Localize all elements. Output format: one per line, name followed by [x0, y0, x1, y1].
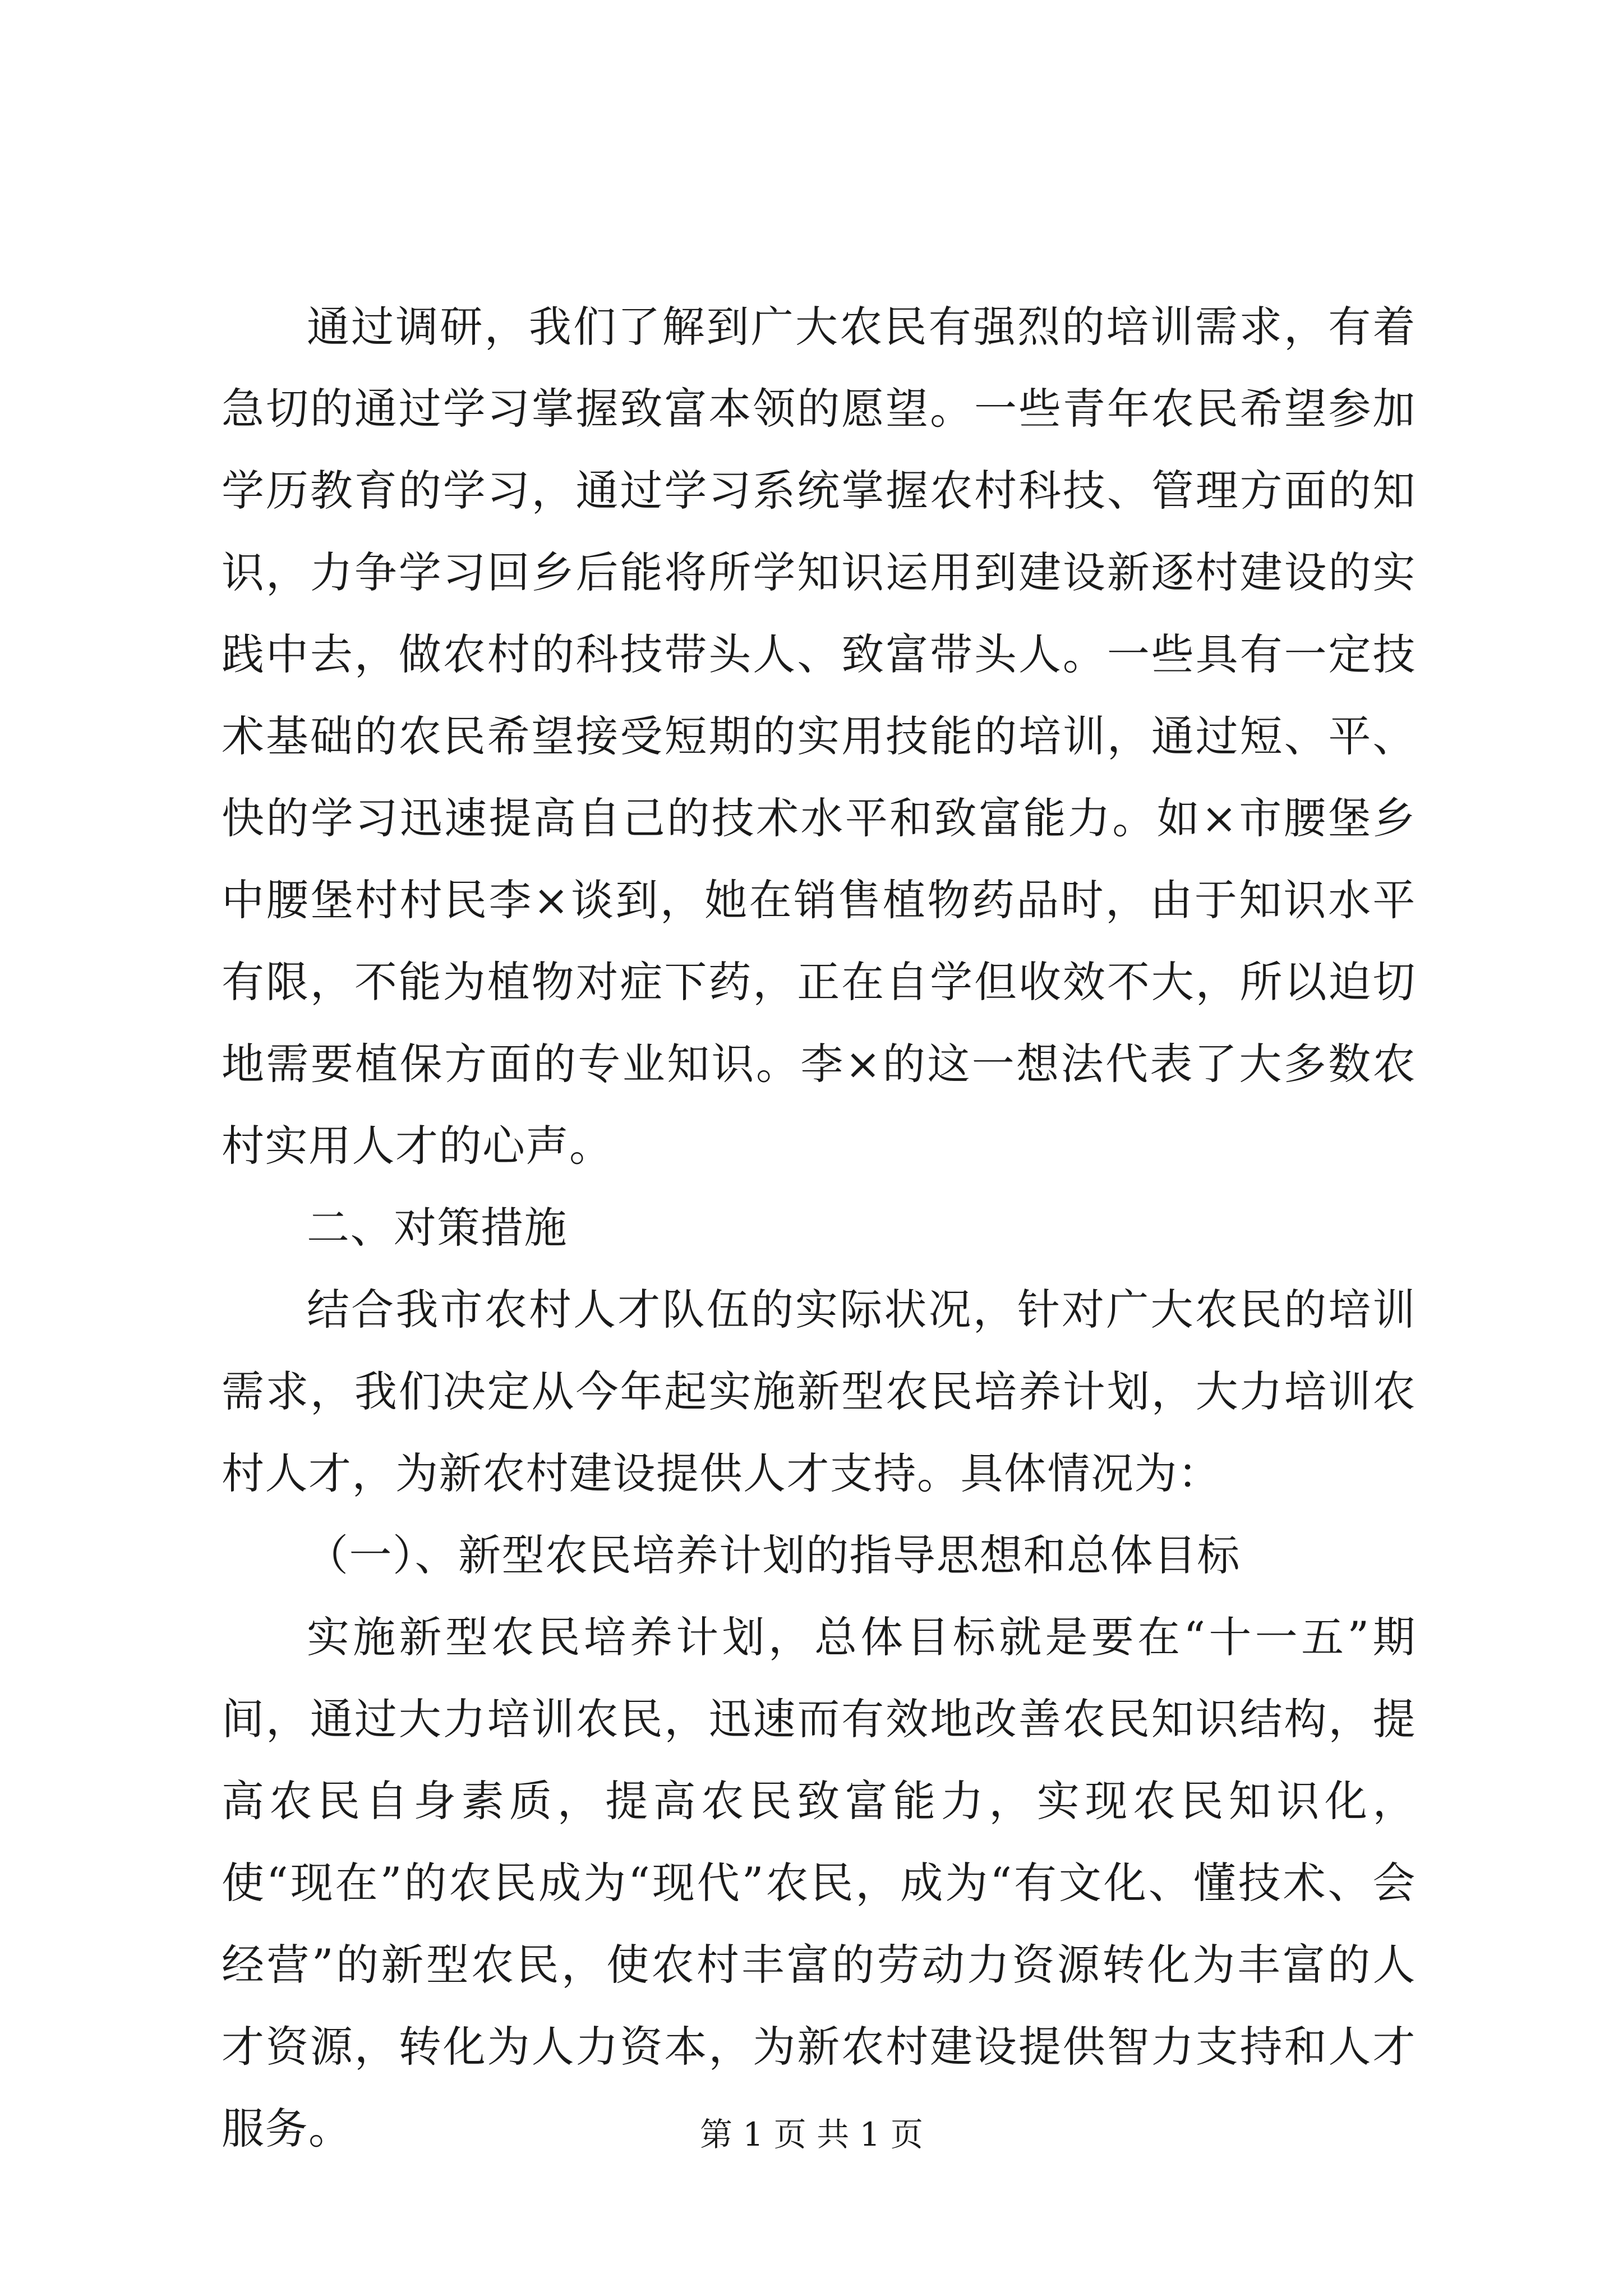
page-number-footer: 第 1 页 共 1 页 [700, 2115, 923, 2154]
section-heading-countermeasures: 二、对策措施 [307, 1203, 568, 1253]
paragraph-plan-intro: 结合我市农村人才队伍的实际状况，针对广大农民的培训需求，我们决定从今年起实施新型农民培养计划，大力培训农村人才，为新农村建设提供人才支持。具体情况为： [222, 1285, 1416, 1498]
document-body [222, 286, 1416, 2170]
paragraph-overall-goal: 实施新型农民培养计划，总体目标就是要在“十一五”期间，通过大力培训农民，迅速而有效地改善农民知识结构，提高农民自身素质，提高农民致富能力，实现农民知识化，使“现在”的农民成为“现代”农民，成为“有文化、懂技术、会经营”的新型农民，使农村丰富的劳动力资源转化为丰富的人才资源，转化为人力资本，为新农村建设提供智力支持和人才服务。 [222, 1612, 1416, 2154]
subsection-heading-guiding-ideas: （一）、新型农民培养计划的指导思想和总体目标 [306, 1530, 1241, 1580]
paragraph-survey-findings: 通过调研，我们了解到广大农民有强烈的培训需求，有着急切的通过学习掌握致富本领的愿望。一些青年农民希望参加学历教育的学习，通过学习系统掌握农村科技、管理方面的知识，力争学习回乡后能将所学知识运用到建设新逐村建设的实践中去，做农村的科技带头人、致富带头人。一些具有一定技术基础的农民希望接受短期的实用技能的培训，通过短、平、快的学习迅速提高自己的技术水平和致富能力。如×市腰堡乡中腰堡村村民李×谈到，她在销售植物药品时，由于知识水平有限，不能为植物对症下药，正在自学但收效不大，所以迫切地需要植保方面的专业知识。李×的这一想法代表了大多数农村实用人才的心声。 [222, 302, 1416, 1171]
